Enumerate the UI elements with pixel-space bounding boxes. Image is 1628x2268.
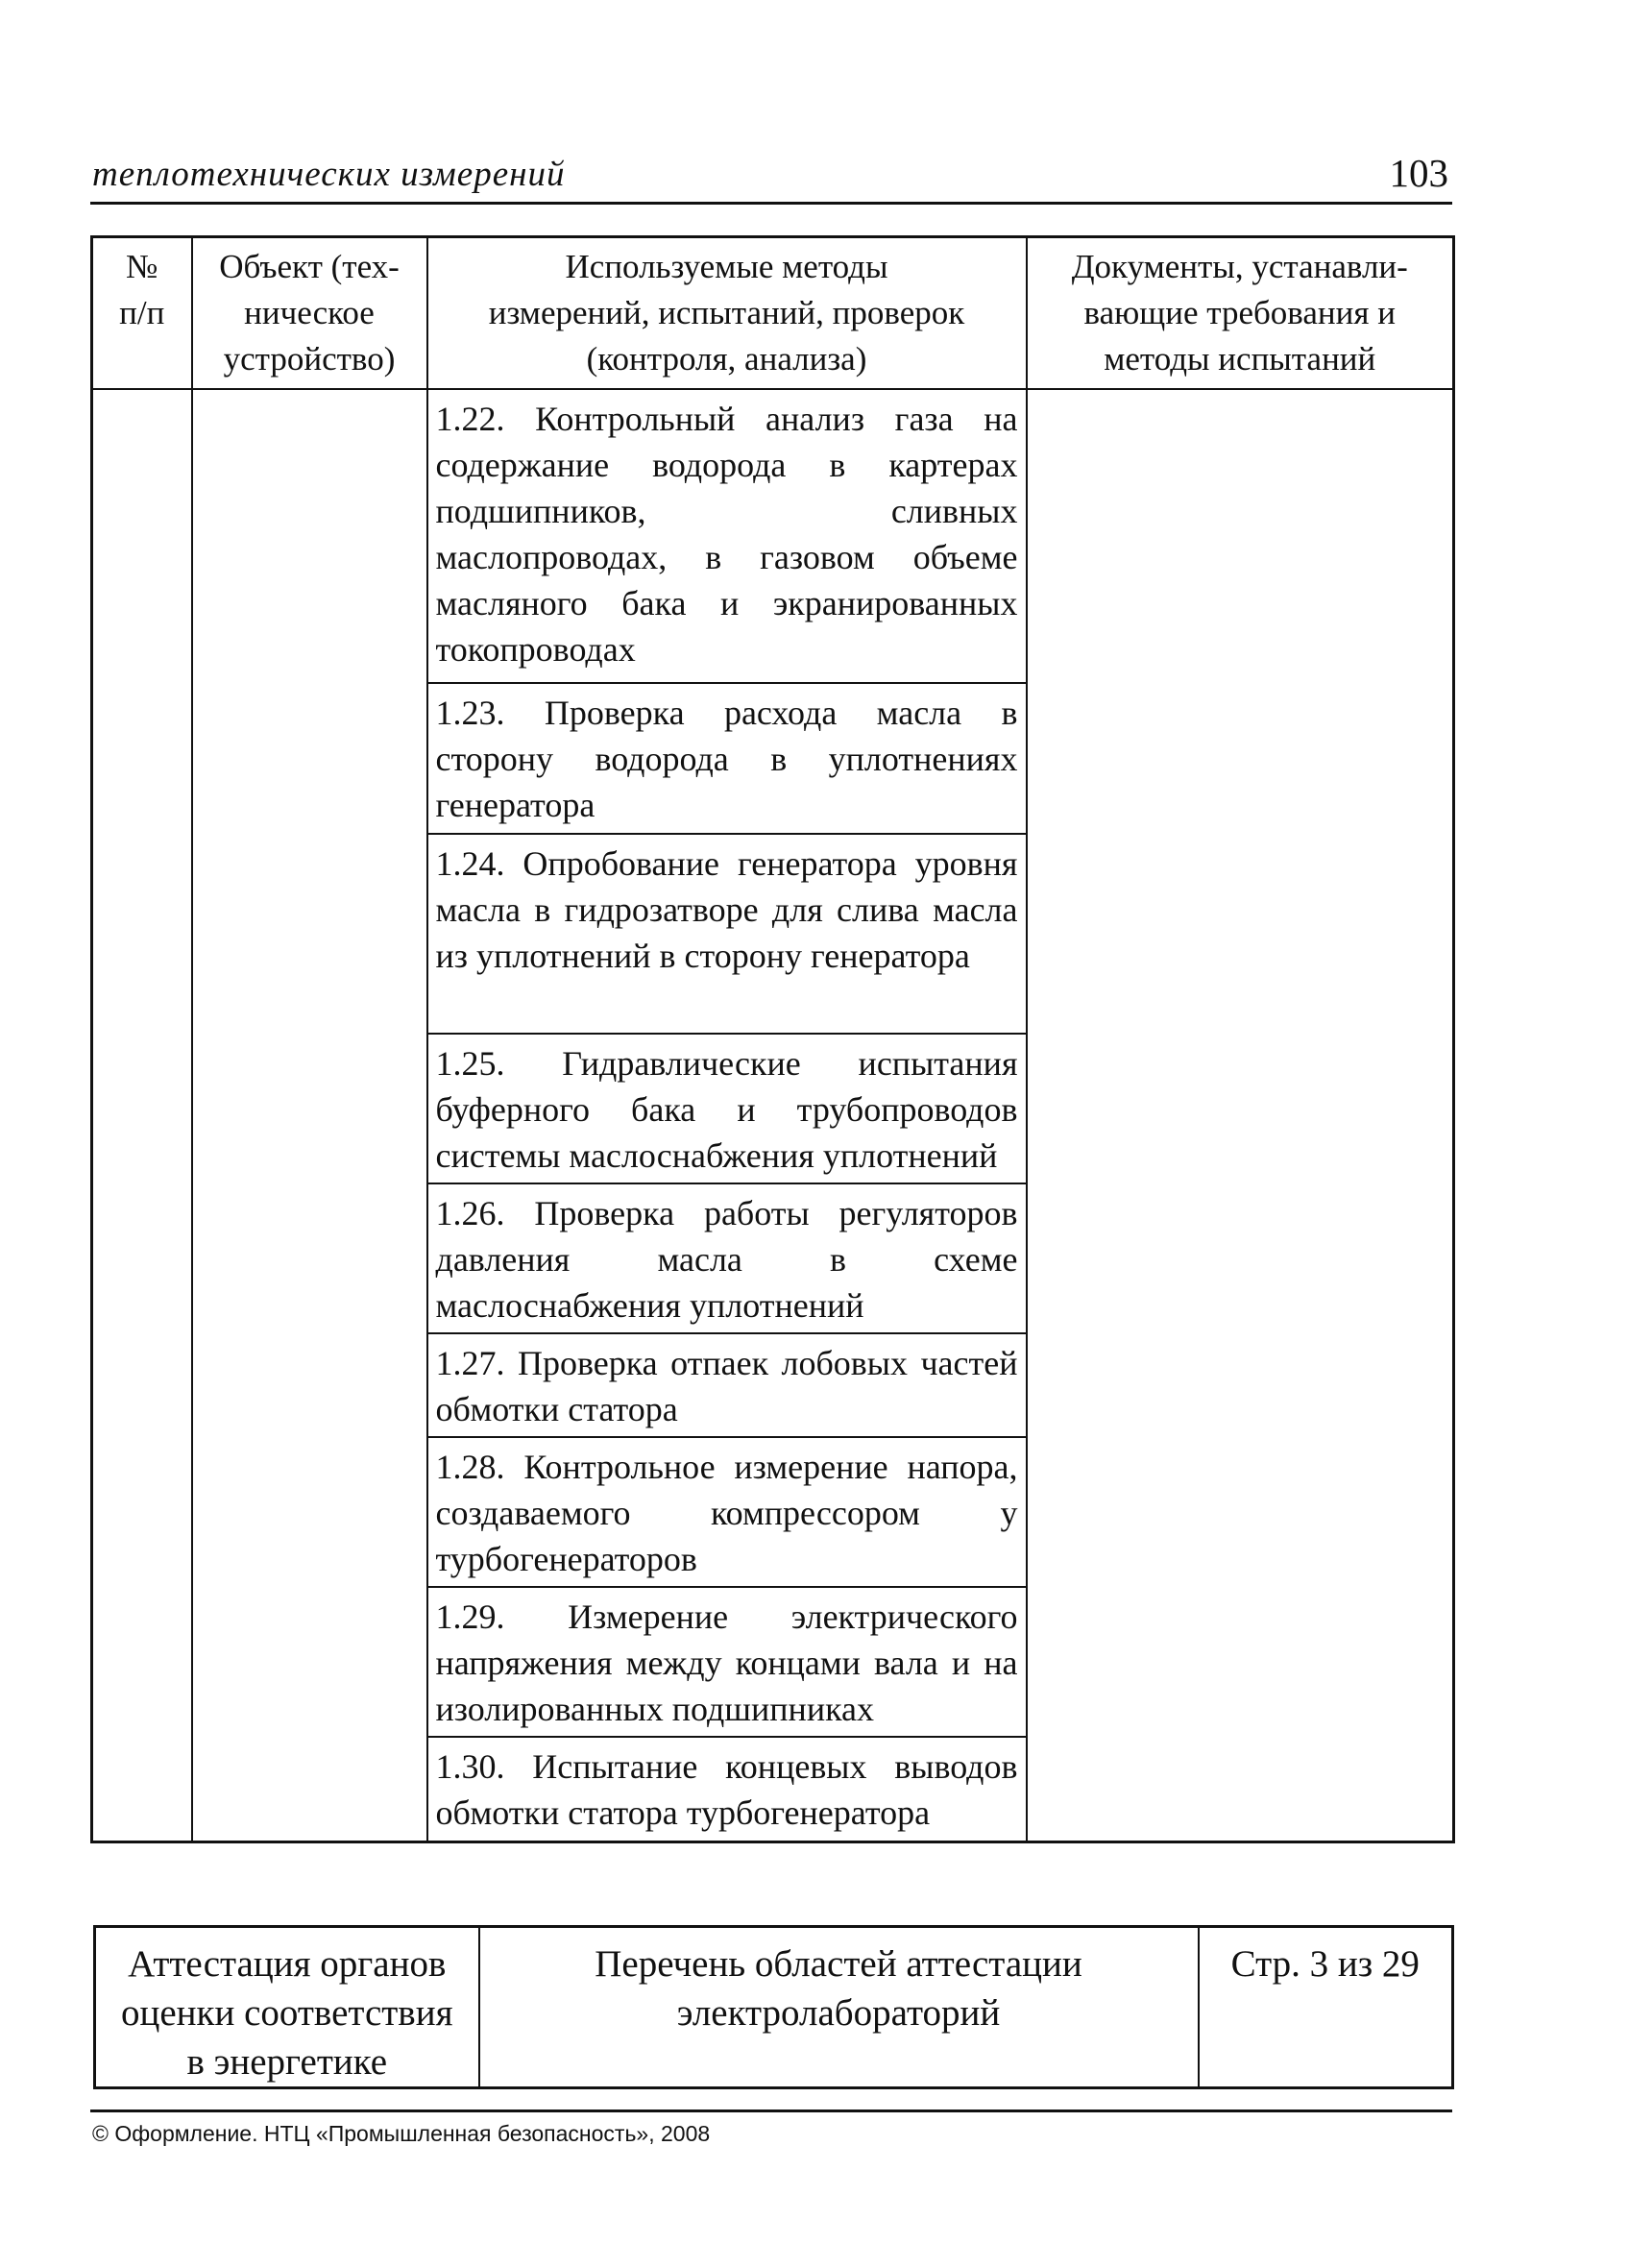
method-cell: 1.23. Проверка расхода масла в сторону водорода в уплотнениях генератора	[427, 683, 1027, 834]
method-cell: 1.29. Измерение электрического напряжения между концами вала и на изолированных подшипниках	[427, 1587, 1027, 1737]
method-cell: 1.27. Проверка отпаек лобовых частей обмотки статора	[427, 1333, 1027, 1437]
bottom-divider	[90, 2109, 1452, 2112]
footer-organization: Аттестация органов оценки соответствия в энергетике	[95, 1927, 479, 2088]
method-cell: 1.25. Гидравлические испытания буферного бака и трубопроводов системы маслоснабжения уплотнений	[427, 1034, 1027, 1183]
page-footer-box	[93, 1925, 1454, 2089]
method-cell: 1.22. Контрольный анализ газа на содержание водорода в картерах подшипников, сливных маслопроводах, в газовом объеме масляного бака и экранированных токопроводах	[427, 389, 1027, 683]
column-header-methods: Используемые методы измерений, испытаний, проверок (контроля, анализа)	[427, 237, 1027, 389]
column-header-object: Объект (тех- ническое устройство)	[192, 237, 427, 389]
footer-page-counter: Стр. 3 из 29	[1199, 1927, 1453, 2088]
column-header-number: № п/п	[92, 237, 192, 389]
method-cell: 1.28. Контрольное измерение напора, создаваемого компрессором у турбогенераторов	[427, 1437, 1027, 1587]
column-header-documents: Документы, устанавли- вающие требования и методы испытаний	[1027, 237, 1454, 389]
method-cell: 1.30. Испытание концевых выводов обмотки статора турбогенератора	[427, 1737, 1027, 1842]
methods-table	[90, 235, 1455, 1843]
method-cell: 1.26. Проверка работы регуляторов давления масла в схеме маслоснабжения уплотнений	[427, 1183, 1027, 1333]
copyright-note: © Оформление. НТЦ «Промышленная безопасность», 2008	[92, 2121, 711, 2146]
method-cell: 1.24. Опробование генератора уровня масла в гидрозатворе для слива масла из уплотнений в сторону генератора	[427, 834, 1027, 1034]
footer-document-title: Перечень областей аттестации электролабораторий	[479, 1927, 1199, 2088]
running-header	[90, 151, 1452, 205]
documents-cell	[1027, 389, 1454, 1842]
table-header-row	[92, 237, 1454, 389]
running-header-title: теплотехнических измерений	[92, 155, 566, 194]
object-cell	[192, 389, 427, 1842]
table-row	[92, 389, 1454, 683]
page-number: 103	[1389, 151, 1448, 195]
number-cell	[92, 389, 192, 1842]
